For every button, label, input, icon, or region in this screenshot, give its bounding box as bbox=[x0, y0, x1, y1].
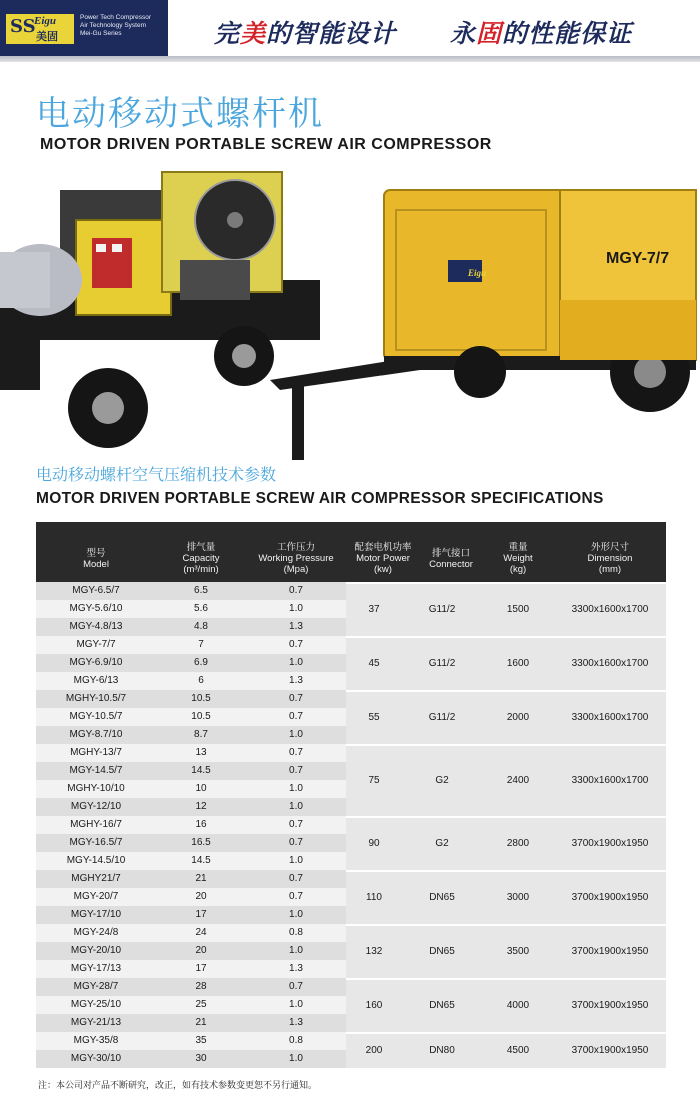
cell-model: MGHY-16/7 bbox=[70, 819, 122, 830]
cell-dimension: 3700x1900x1950 bbox=[571, 1000, 649, 1011]
cell-connector: G11/2 bbox=[428, 604, 456, 615]
brand-logo-block bbox=[0, 0, 168, 56]
cell-model: MGY-14.5/10 bbox=[66, 855, 126, 866]
cell-weight: 3500 bbox=[506, 946, 530, 957]
table-row bbox=[36, 978, 346, 996]
cell-model: MGHY-10.5/7 bbox=[65, 693, 127, 704]
cell-power: 45 bbox=[368, 658, 380, 669]
cell-dimension: 3700x1900x1950 bbox=[571, 892, 649, 903]
cell-pressure: 1.0 bbox=[289, 657, 303, 668]
spec-group-cell bbox=[346, 636, 666, 690]
table-row bbox=[36, 1050, 346, 1068]
cell-dimension: 3700x1900x1950 bbox=[571, 946, 649, 957]
header-unit: (mm) bbox=[598, 564, 622, 575]
table-row bbox=[36, 600, 346, 618]
cell-pressure: 1.0 bbox=[289, 801, 303, 812]
cell-capacity: 20 bbox=[195, 891, 207, 902]
cell-connector: G2 bbox=[435, 838, 449, 849]
cell-power: 75 bbox=[368, 775, 380, 786]
header-unit: (kg) bbox=[509, 564, 527, 575]
table-row bbox=[36, 708, 346, 726]
slogan-highlight: 固 bbox=[476, 19, 503, 48]
cell-capacity: 13 bbox=[195, 747, 207, 758]
table-body bbox=[36, 582, 666, 1068]
cell-pressure: 0.7 bbox=[289, 765, 303, 776]
table-row bbox=[36, 906, 346, 924]
cell-capacity: 16 bbox=[195, 819, 207, 830]
cell-pressure: 1.0 bbox=[289, 783, 303, 794]
slogan-text: 的性能保证 bbox=[502, 19, 633, 48]
cell-capacity: 14.5 bbox=[191, 855, 211, 866]
cell-capacity: 8.7 bbox=[194, 729, 208, 740]
cell-model: MGY-17/10 bbox=[70, 909, 122, 920]
header-label-en: Capacity bbox=[182, 553, 220, 564]
cell-capacity: 14.5 bbox=[191, 765, 211, 776]
cell-connector: DN65 bbox=[429, 1000, 455, 1011]
cell-power: 132 bbox=[365, 946, 383, 957]
cell-weight: 4500 bbox=[506, 1045, 530, 1056]
cell-weight: 4000 bbox=[506, 1000, 530, 1011]
cell-pressure: 1.0 bbox=[289, 729, 303, 740]
cell-capacity: 10.5 bbox=[191, 711, 211, 722]
cell-capacity: 6 bbox=[198, 675, 204, 686]
cell-power: 55 bbox=[368, 712, 380, 723]
cell-weight: 2800 bbox=[506, 838, 530, 849]
cell-capacity: 24 bbox=[195, 927, 207, 938]
logo-mark: SS bbox=[10, 16, 36, 37]
slogan-performance bbox=[450, 14, 632, 50]
header-label-zh: 排气量 bbox=[186, 542, 216, 553]
slogan-text: 的智能设计 bbox=[266, 19, 397, 48]
logo-tagline bbox=[80, 14, 166, 38]
spec-group-cell bbox=[346, 924, 666, 978]
table-row bbox=[36, 942, 346, 960]
cell-capacity: 25 bbox=[195, 999, 207, 1010]
header-unit: (m³/min) bbox=[183, 564, 219, 575]
table-row bbox=[36, 996, 346, 1014]
cell-power: 160 bbox=[365, 1000, 383, 1011]
slogan-char: 完 bbox=[214, 19, 241, 48]
cell-pressure: 1.0 bbox=[289, 855, 303, 866]
cell-model: MGY-28/7 bbox=[73, 981, 119, 992]
cell-capacity: 10.5 bbox=[191, 693, 211, 704]
cell-model: MGY-5.6/10 bbox=[69, 603, 123, 614]
cell-capacity: 5.6 bbox=[194, 603, 208, 614]
header-model bbox=[36, 532, 156, 582]
header-label-zh: 工作压力 bbox=[276, 542, 315, 553]
footnote: 注：本公司对产品不断研究，改正，如有技术参数变更恕不另行通知。 bbox=[38, 1081, 318, 1091]
trailer-model-label: MGY-7/7 bbox=[606, 250, 670, 267]
page-title-chinese: 电动移动式螺杆机 bbox=[36, 94, 324, 134]
table-row bbox=[36, 780, 346, 798]
cell-pressure: 1.0 bbox=[289, 603, 303, 614]
cell-connector: DN65 bbox=[429, 946, 455, 957]
cell-pressure: 0.7 bbox=[289, 819, 303, 830]
table-row bbox=[36, 834, 346, 852]
cell-model: MGY-16.5/7 bbox=[69, 837, 123, 848]
header-motor-power bbox=[346, 532, 420, 582]
cell-capacity: 17 bbox=[195, 963, 207, 974]
cell-weight: 2000 bbox=[506, 712, 530, 723]
logo-tagline-line: Mei-Gu Series bbox=[80, 30, 122, 37]
cell-capacity: 16.5 bbox=[191, 837, 211, 848]
cell-model: MGY-21/13 bbox=[70, 1017, 122, 1028]
cell-pressure: 1.3 bbox=[289, 963, 303, 974]
cell-pressure: 0.7 bbox=[289, 891, 303, 902]
cell-pressure: 0.7 bbox=[289, 837, 303, 848]
cell-connector: DN80 bbox=[429, 1045, 455, 1056]
cell-pressure: 1.0 bbox=[289, 909, 303, 920]
table-row bbox=[36, 888, 346, 906]
logo-chinese-name: 美固 bbox=[36, 30, 58, 43]
header-label-zh: 排气接口 bbox=[431, 547, 470, 559]
header-label-zh: 配套电机功率 bbox=[354, 542, 412, 553]
cell-capacity: 6.5 bbox=[194, 585, 208, 596]
header-label-zh: 型号 bbox=[86, 547, 106, 559]
cell-weight: 3000 bbox=[506, 892, 530, 903]
cell-capacity: 17 bbox=[195, 909, 207, 920]
header-label-zh: 重量 bbox=[508, 542, 528, 553]
slogan-highlight: 美 bbox=[240, 19, 267, 48]
header-connector bbox=[420, 532, 482, 582]
header-label-zh: 外形尺寸 bbox=[590, 542, 629, 553]
cell-model: MGY-6.5/7 bbox=[72, 585, 120, 596]
cell-pressure: 0.8 bbox=[289, 1035, 303, 1046]
cell-pressure: 1.0 bbox=[289, 1053, 303, 1064]
cell-dimension: 3700x1900x1950 bbox=[571, 1045, 649, 1056]
cell-model: MGY-6/13 bbox=[73, 675, 119, 686]
header-capacity bbox=[156, 532, 246, 582]
cell-connector: G2 bbox=[435, 775, 449, 786]
cell-model: MGY-17/13 bbox=[70, 963, 122, 974]
cell-capacity: 21 bbox=[195, 1017, 207, 1028]
cell-model: MGY-25/10 bbox=[70, 999, 122, 1010]
cell-capacity: 4.8 bbox=[194, 621, 208, 632]
table-row bbox=[36, 762, 346, 780]
cell-pressure: 0.7 bbox=[289, 873, 303, 884]
slogan-design bbox=[214, 14, 396, 50]
cell-weight: 1500 bbox=[506, 604, 530, 615]
spec-group-cell bbox=[346, 978, 666, 1032]
table-row bbox=[36, 636, 346, 654]
cell-model: MGY-20/7 bbox=[73, 891, 119, 902]
spec-group-cell bbox=[346, 870, 666, 924]
logo-tagline-line: Air Technology System bbox=[80, 22, 146, 29]
cell-connector: G11/2 bbox=[428, 658, 456, 669]
table-top-bar bbox=[36, 522, 666, 532]
header-unit: (kw) bbox=[374, 564, 392, 575]
cell-model: MGY-12/10 bbox=[70, 801, 122, 812]
cell-pressure: 0.7 bbox=[289, 747, 303, 758]
cell-model: MGY-10.5/7 bbox=[69, 711, 123, 722]
cell-capacity: 12 bbox=[195, 801, 207, 812]
table-header bbox=[36, 532, 666, 582]
trailer-logo-text: Eigu bbox=[468, 268, 487, 278]
table-row bbox=[36, 582, 346, 600]
table-row bbox=[36, 744, 346, 762]
cell-pressure: 1.3 bbox=[289, 1017, 303, 1028]
spec-group-cell bbox=[346, 816, 666, 870]
cell-connector: G11/2 bbox=[428, 712, 456, 723]
cell-pressure: 0.7 bbox=[289, 711, 303, 722]
spec-title-english: MOTOR DRIVEN PORTABLE SCREW AIR COMPRESSOR SPECIFICATIONS bbox=[36, 490, 604, 507]
cell-model: MGY-7/7 bbox=[76, 639, 116, 650]
cell-model: MGY-20/10 bbox=[70, 945, 122, 956]
cell-pressure: 0.7 bbox=[289, 693, 303, 704]
header-label-en: Weight bbox=[503, 553, 533, 564]
table-row bbox=[36, 798, 346, 816]
cell-dimension: 3300x1600x1700 bbox=[571, 712, 649, 723]
table-row bbox=[36, 960, 346, 978]
spec-group-cell bbox=[346, 1032, 666, 1068]
cell-capacity: 7 bbox=[198, 639, 204, 650]
cell-dimension: 3300x1600x1700 bbox=[571, 658, 649, 669]
cell-model: MGY-35/8 bbox=[73, 1035, 119, 1046]
cell-power: 200 bbox=[365, 1045, 383, 1056]
cell-weight: 2400 bbox=[506, 775, 530, 786]
table-row bbox=[36, 654, 346, 672]
header-unit: (Mpa) bbox=[283, 564, 309, 575]
header-divider bbox=[0, 56, 700, 62]
header-dimension bbox=[554, 532, 666, 582]
table-row bbox=[36, 816, 346, 834]
cell-pressure: 0.7 bbox=[289, 585, 303, 596]
page-title-english: MOTOR DRIVEN PORTABLE SCREW AIR COMPRESSOR bbox=[40, 136, 492, 153]
cell-capacity: 10 bbox=[195, 783, 207, 794]
cell-model: MGY-24/8 bbox=[73, 927, 119, 938]
cell-pressure: 1.3 bbox=[289, 675, 303, 686]
header-weight bbox=[482, 532, 554, 582]
cell-capacity: 35 bbox=[195, 1035, 207, 1046]
cell-model: MGHY21/7 bbox=[71, 873, 121, 884]
logo-tagline-line: Power Tech Compressor bbox=[80, 14, 152, 21]
table-row bbox=[36, 870, 346, 888]
table-row bbox=[36, 852, 346, 870]
cell-dimension: 3300x1600x1700 bbox=[571, 775, 649, 786]
spec-table bbox=[36, 522, 666, 1068]
cell-pressure: 1.0 bbox=[289, 945, 303, 956]
cell-dimension: 3300x1600x1700 bbox=[571, 604, 649, 615]
table-row bbox=[36, 924, 346, 942]
logo-brand-name: Eigu bbox=[34, 15, 57, 27]
cell-capacity: 21 bbox=[195, 873, 207, 884]
header-band bbox=[0, 0, 700, 64]
cell-model: MGY-8.7/10 bbox=[69, 729, 123, 740]
table-row bbox=[36, 672, 346, 690]
cell-capacity: 30 bbox=[195, 1053, 207, 1064]
cell-power: 90 bbox=[368, 838, 380, 849]
table-row bbox=[36, 690, 346, 708]
cell-pressure: 0.7 bbox=[289, 981, 303, 992]
brand-logo bbox=[6, 14, 74, 44]
product-photo bbox=[0, 160, 700, 460]
cell-power: 110 bbox=[366, 892, 382, 903]
cell-pressure: 0.7 bbox=[289, 639, 303, 650]
cell-connector: DN65 bbox=[429, 892, 455, 903]
cell-model: MGY-4.8/13 bbox=[69, 621, 123, 632]
spec-group-cell bbox=[346, 744, 666, 816]
open-compressor-illustration bbox=[0, 172, 320, 448]
table-row bbox=[36, 1032, 346, 1050]
cell-model: MGY-30/10 bbox=[70, 1053, 122, 1064]
header-label-en: Connector bbox=[429, 558, 473, 570]
cell-pressure: 0.8 bbox=[289, 927, 303, 938]
slogan-char: 永 bbox=[450, 19, 477, 48]
header-pressure bbox=[246, 532, 346, 582]
cell-dimension: 3700x1900x1950 bbox=[571, 838, 649, 849]
table-row bbox=[36, 726, 346, 744]
cell-capacity: 6.9 bbox=[194, 657, 208, 668]
table-row bbox=[36, 618, 346, 636]
cell-model: MGHY-13/7 bbox=[70, 747, 122, 758]
cell-capacity: 28 bbox=[195, 981, 207, 992]
header-label-en: Model bbox=[83, 558, 109, 570]
spec-group-cell bbox=[346, 582, 666, 636]
cell-pressure: 1.3 bbox=[289, 621, 303, 632]
header-label-en: Dimension bbox=[587, 553, 633, 564]
cell-model: MGHY-10/10 bbox=[67, 783, 125, 794]
cell-pressure: 1.0 bbox=[289, 999, 303, 1010]
header-label-en: Motor Power bbox=[356, 553, 410, 564]
spec-title-chinese: 电动移动螺杆空气压缩机技术参数 bbox=[36, 465, 277, 484]
cell-model: MGY-14.5/7 bbox=[69, 765, 123, 776]
table-row bbox=[36, 1014, 346, 1032]
trailer-compressor-illustration bbox=[270, 190, 696, 460]
cell-power: 37 bbox=[368, 604, 380, 615]
spec-group-cell bbox=[346, 690, 666, 744]
header-label-en: Working Pressure bbox=[258, 553, 334, 564]
cell-model: MGY-6.9/10 bbox=[69, 657, 123, 668]
cell-capacity: 20 bbox=[195, 945, 207, 956]
cell-weight: 1600 bbox=[506, 658, 530, 669]
